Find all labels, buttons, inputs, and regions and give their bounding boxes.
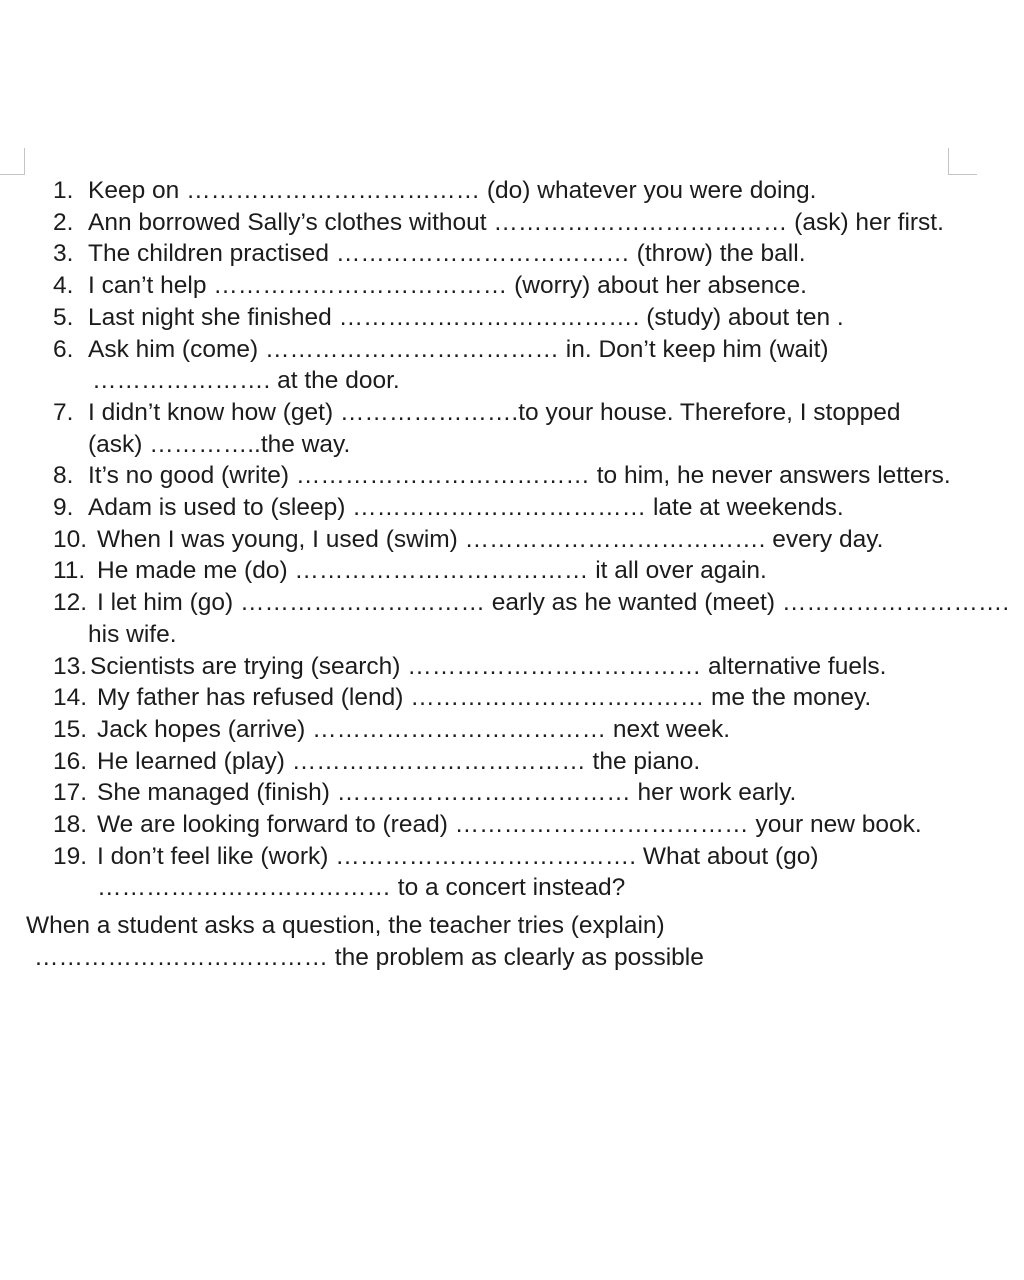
item-number: 13. — [53, 652, 88, 680]
item-number: 19. — [53, 842, 88, 870]
item-text: He made me (do) ……………………………… it all over again. — [97, 557, 767, 585]
item-text: I don’t feel like (work) ………………………………. What about (go) — [97, 842, 819, 870]
exercise-item-13 — [0, 651, 1024, 683]
item-number: 17. — [53, 779, 88, 807]
item-number: 12. — [53, 589, 88, 617]
exercise-item-16 — [0, 746, 1024, 778]
item-number: 18. — [53, 811, 88, 839]
exercise-item-10 — [0, 524, 1024, 556]
item-text-continuation: …………………. at the door. — [92, 367, 400, 395]
item-number: 11. — [53, 557, 86, 585]
item-text-continuation: ……………………………… to a concert instead? — [97, 874, 626, 902]
exercise-item-4 — [0, 270, 1024, 302]
item-text: Scientists are trying (search) ……………………………… alternative fuels. — [90, 652, 887, 680]
item-number: 4. — [53, 272, 74, 300]
exercise-item-11 — [0, 555, 1024, 587]
exercise-item-17 — [0, 777, 1024, 809]
exercise-item-9 — [0, 492, 1024, 524]
item-number: 14. — [53, 684, 88, 712]
item-text: It’s no good (write) ……………………………… to him, he never answers letters. — [88, 462, 951, 490]
item-text: The children practised ……………………………… (throw) the ball. — [88, 240, 806, 268]
exercise-item-19 — [0, 841, 1024, 904]
closing-sentence — [26, 910, 704, 973]
exercise-item-1 — [0, 175, 1024, 207]
item-text: I can’t help ……………………………… (worry) about her absence. — [88, 272, 807, 300]
item-text: Last night she finished ………………………………. (study) about ten . — [88, 303, 844, 331]
item-text: Jack hopes (arrive) ……………………………… next week. — [97, 715, 731, 743]
closing-text-continuation: ……………………………… the problem as clearly as possible — [34, 943, 704, 971]
item-text: She managed (finish) ……………………………… her work early. — [97, 779, 797, 807]
item-text-continuation: his wife. — [88, 620, 177, 648]
item-number: 16. — [53, 747, 88, 775]
page-corner-mark-left — [0, 148, 25, 175]
exercise-item-15 — [0, 714, 1024, 746]
item-number: 10. — [53, 525, 88, 553]
item-text: He learned (play) ……………………………… the piano. — [97, 747, 701, 775]
item-number: 8. — [53, 462, 74, 490]
exercise-item-2 — [0, 207, 1024, 239]
item-text: My father has refused (lend) ……………………………… me the money. — [97, 684, 872, 712]
item-number: 15. — [53, 715, 88, 743]
exercise-item-7 — [0, 397, 1024, 460]
exercise-item-5 — [0, 302, 1024, 334]
item-text: Keep on ……………………………… (do) whatever you were doing. — [88, 177, 817, 204]
item-number: 9. — [53, 494, 74, 522]
item-text: When I was young, I used (swim) ………………………………. every day. — [97, 525, 884, 553]
exercise-list — [0, 175, 1024, 904]
item-number: 5. — [53, 303, 74, 331]
closing-text: When a student asks a question, the teacher tries (explain) — [26, 912, 665, 939]
exercise-item-12 — [0, 587, 1024, 650]
item-text: Ask him (come) ……………………………… in. Don’t keep him (wait) — [88, 335, 829, 363]
item-text: I didn’t know how (get) ………………….to your house. Therefore, I stopped — [88, 398, 901, 426]
item-number: 2. — [53, 208, 74, 236]
exercise-item-14 — [0, 682, 1024, 714]
item-text: I let him (go) ………………………… early as he wanted (meet) ………………………. — [97, 589, 1010, 617]
exercise-item-6 — [0, 334, 1024, 397]
exercise-item-3 — [0, 238, 1024, 270]
exercise-item-8 — [0, 460, 1024, 492]
item-text: Adam is used to (sleep) ……………………………… late at weekends. — [88, 494, 844, 522]
exercise-item-18 — [0, 809, 1024, 841]
item-number: 3. — [53, 240, 74, 268]
item-number: 6. — [53, 335, 74, 363]
item-text: Ann borrowed Sally’s clothes without ……………………………… (ask) her first. — [88, 208, 944, 236]
item-number: 1. — [53, 177, 74, 204]
item-text-continuation: (ask) …………..the way. — [88, 430, 351, 458]
item-text: We are looking forward to (read) ……………………………… your new book. — [97, 811, 922, 839]
item-number: 7. — [53, 398, 74, 426]
page-corner-mark-right — [948, 148, 977, 175]
